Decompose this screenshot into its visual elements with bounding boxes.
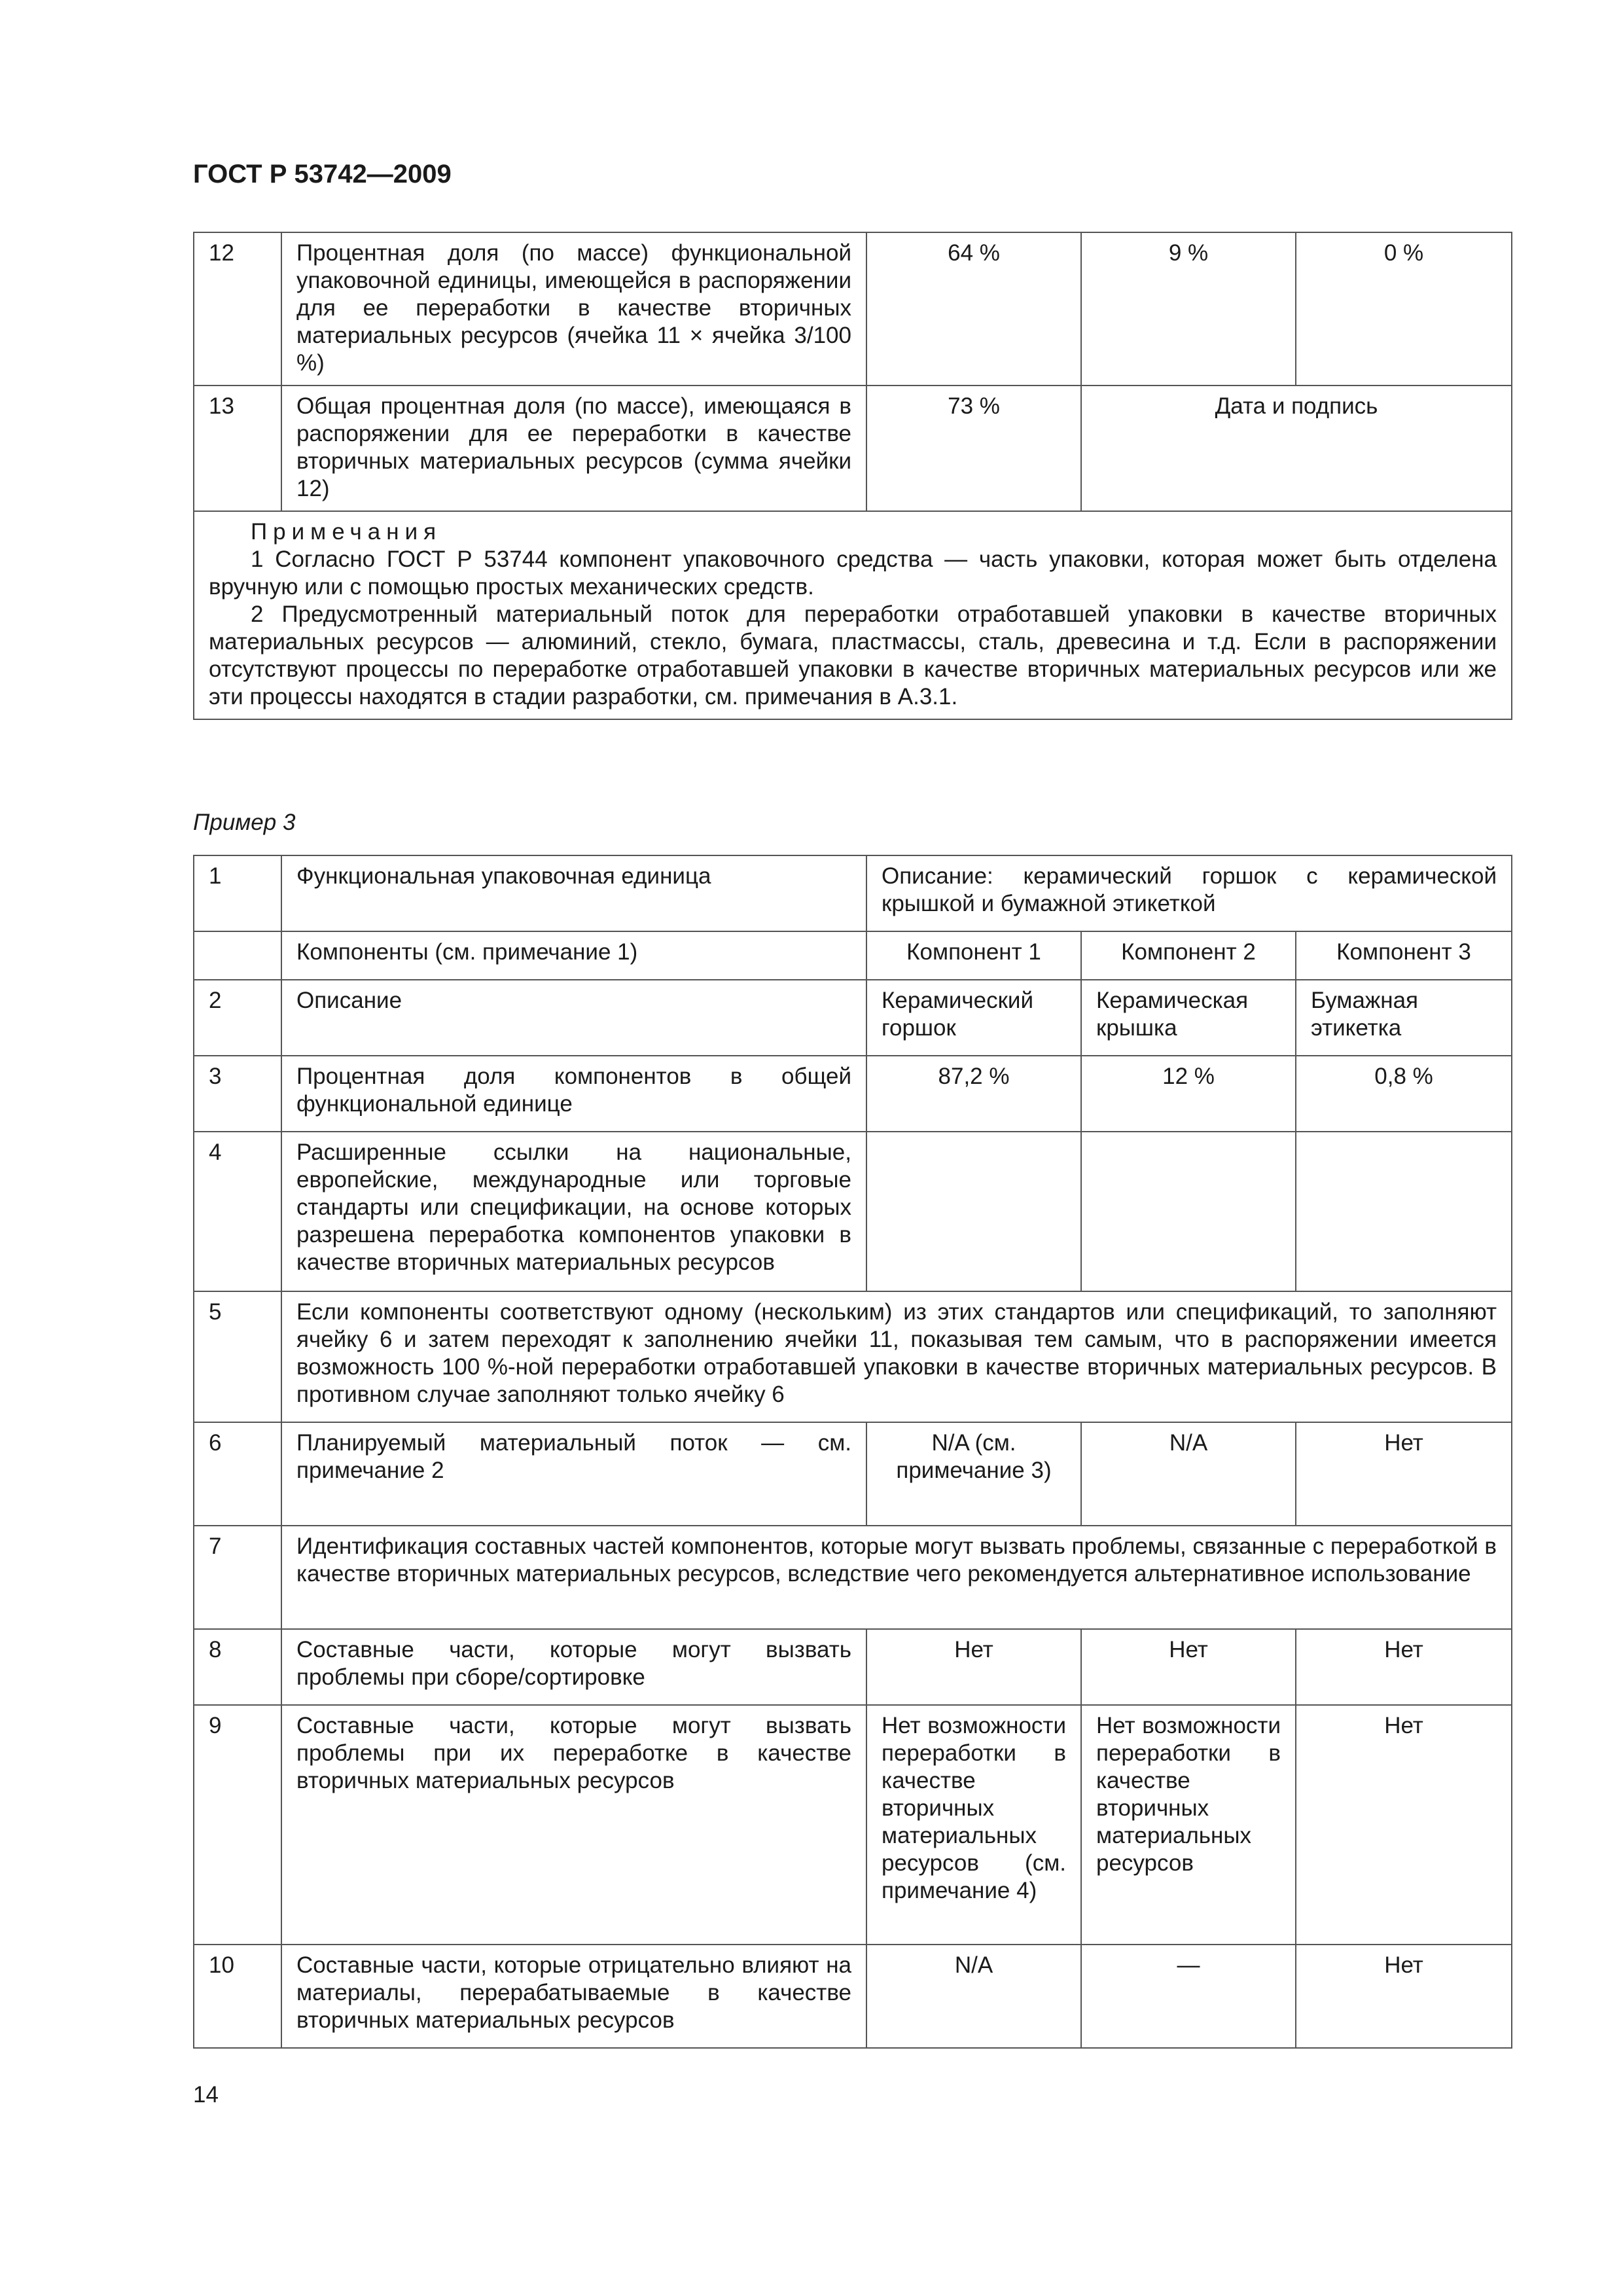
component-1-cell [866, 1132, 1081, 1291]
notes-title: Примечания [251, 519, 442, 545]
row-description-cell: Функциональная упаковочная единица [281, 855, 866, 931]
table-row [194, 1945, 1512, 2048]
row-description-cell: Составные части, которые могут вызвать проблемы при сборе/сортировке [281, 1629, 866, 1705]
document-code-header: ГОСТ Р 53742—2009 [193, 160, 452, 188]
row-description-cell: Общая процентная доля (по массе), имеющаяся в распоряжении для ее переработки в качестве вторичных материальных ресурсов (сумма ячейки 12) [281, 386, 866, 511]
component-1-cell: 73 % [866, 386, 1081, 511]
component-1-cell: N/A [866, 1945, 1081, 2048]
component-2-header: Компонент 2 [1081, 931, 1296, 980]
component-2-cell: 12 % [1081, 1056, 1296, 1132]
row-number-cell: 12 [194, 232, 281, 386]
component-3-cell: Бумажная этикетка [1296, 980, 1512, 1056]
row-number-cell: 4 [194, 1132, 281, 1291]
component-1-cell: Керамический горшок [866, 980, 1081, 1056]
table-row [194, 386, 1512, 511]
table-row [194, 1132, 1512, 1291]
row-number-cell: 10 [194, 1945, 281, 2048]
component-1-cell: 64 % [866, 232, 1081, 386]
continuation-table [193, 232, 1512, 720]
component-2-cell: 9 % [1081, 232, 1296, 386]
note-2: 2 Предусмотренный материальный поток для переработки отработавшей упаковки в качестве вторичных материальных ресурсов — алюминий, стекло, бумага, пластмассы, сталь, древесина и т.д. Если в распоряжении отсутствуют процессы по переработке отработавшей упаковки в качестве вторичных материальных ресурсов или же эти процессы находятся в стадии разработки, см. примечания в А.3.1. [209, 601, 1497, 709]
row-description-cell: Составные части, которые отрицательно влияют на материалы, перерабатываемые в качестве вторичных материальных ресурсов [281, 1945, 866, 2048]
row-number-cell: 9 [194, 1705, 281, 1945]
component-1-cell: Нет возможности переработки в качестве вторичных материальных ресурсов (см. примечание 4) [866, 1705, 1081, 1945]
table-row [194, 931, 1512, 980]
table-row [194, 232, 1512, 386]
row-number-cell: 6 [194, 1422, 281, 1526]
component-1-cell: Нет [866, 1629, 1081, 1705]
row-description-cell: Процентная доля компонентов в общей функциональной единице [281, 1056, 866, 1132]
component-3-cell: Нет [1296, 1422, 1512, 1526]
table-row [194, 1705, 1512, 1945]
table-row [194, 1056, 1512, 1132]
table-row [194, 980, 1512, 1056]
row-number-cell: 7 [194, 1526, 281, 1629]
component-3-cell [1296, 1132, 1512, 1291]
component-3-cell: 0,8 % [1296, 1056, 1512, 1132]
row-description-cell: Компоненты (см. примечание 1) [281, 931, 866, 980]
component-3-cell: Нет [1296, 1705, 1512, 1945]
row-number-cell: 13 [194, 386, 281, 511]
instruction-cell: Если компоненты соответствуют одному (нескольким) из этих стандартов или спецификаций, то заполняют ячейку 6 и затем переходят к заполнению ячейки 11, показывая тем самым, что в распоряжении имеется возможность 100 %-ной переработки отработавшей упаковки в качестве вторичных материальных ресурсов. В противном случае заполняют только ячейку 6 [281, 1291, 1512, 1422]
component-2-cell [1081, 1132, 1296, 1291]
unit-description-cell: Описание: керамический горшок с керамической крышкой и бумажной этикеткой [866, 855, 1512, 931]
notes-cell [194, 511, 1512, 719]
component-1-cell: N/A (см. примечание 3) [866, 1422, 1081, 1526]
row-number-cell: 2 [194, 980, 281, 1056]
row-number-cell: 8 [194, 1629, 281, 1705]
example-label: Пример 3 [193, 810, 296, 835]
component-3-cell: 0 % [1296, 232, 1512, 386]
row-number-cell: 1 [194, 855, 281, 931]
table-row [194, 1291, 1512, 1422]
component-3-cell: Нет [1296, 1629, 1512, 1705]
component-2-cell: Нет [1081, 1629, 1296, 1705]
row-description-cell: Расширенные ссылки на национальные, европейские, международные или торговые стандарты или спецификации, на основе которых разрешена переработка компонентов упаковки в качестве вторичных материальных ресурсов [281, 1132, 866, 1291]
component-2-cell: N/A [1081, 1422, 1296, 1526]
component-1-header: Компонент 1 [866, 931, 1081, 980]
table-row [194, 855, 1512, 931]
row-number-cell: 3 [194, 1056, 281, 1132]
page-number: 14 [193, 2082, 219, 2108]
component-2-cell: Нет возможности переработки в качестве вторичных материальных ресурсов [1081, 1705, 1296, 1945]
table-row [194, 1526, 1512, 1629]
component-3-header: Компонент 3 [1296, 931, 1512, 980]
component-2-cell: Керамическая крышка [1081, 980, 1296, 1056]
row-description-cell: Планируемый материальный поток — см. примечание 2 [281, 1422, 866, 1526]
row-description-cell: Процентная доля (по массе) функциональной упаковочной единицы, имеющейся в распоряжении для ее переработки в качестве вторичных материальных ресурсов (ячейка 11 × ячейка 3/100 %) [281, 232, 866, 386]
example-3-table [193, 855, 1512, 2049]
table-row [194, 1629, 1512, 1705]
component-1-cell: 87,2 % [866, 1056, 1081, 1132]
notes-row [194, 511, 1512, 719]
row-description-cell: Описание [281, 980, 866, 1056]
table-row [194, 1422, 1512, 1526]
date-signature-cell: Дата и подпись [1081, 386, 1512, 511]
component-3-cell: Нет [1296, 1945, 1512, 2048]
note-1: 1 Согласно ГОСТ Р 53744 компонент упаковочного средства — часть упаковки, которая может быть отделена вручную или с помощью простых механических средств. [209, 547, 1497, 600]
row-number-cell [194, 931, 281, 980]
row-description-cell: Составные части, которые могут вызвать проблемы при их переработке в качестве вторичных материальных ресурсов [281, 1705, 866, 1945]
component-2-cell: — [1081, 1945, 1296, 2048]
row-number-cell: 5 [194, 1291, 281, 1422]
instruction-cell: Идентификация составных частей компонентов, которые могут вызвать проблемы, связанные с переработкой в качестве вторичных материальных ресурсов, вследствие чего рекомендуется альтернативное использование [281, 1526, 1512, 1629]
